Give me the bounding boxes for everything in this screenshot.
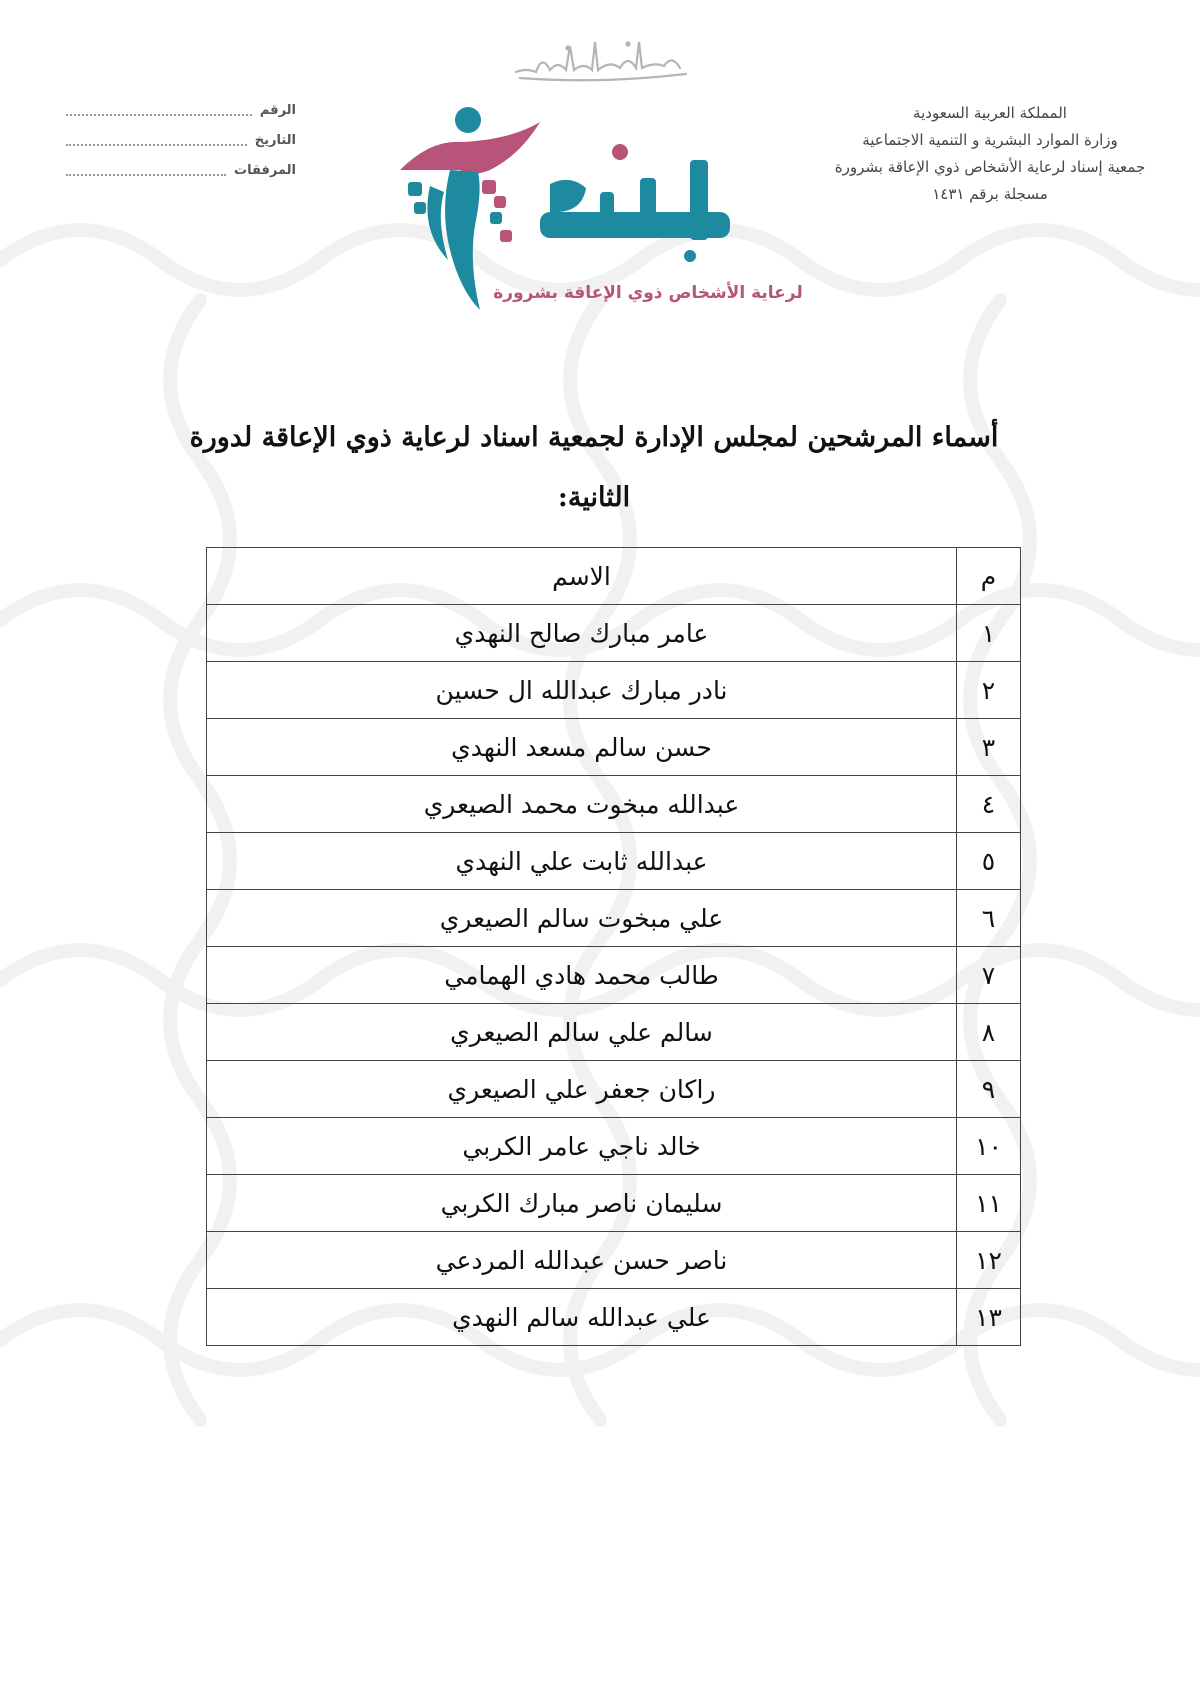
ministry-line: وزارة الموارد البشرية و التنمية الاجتماعية [862, 131, 1118, 149]
candidate-name: ناصر حسن عبدالله المردعي [207, 1232, 957, 1289]
row-number: ١٣ [957, 1289, 1021, 1346]
candidate-name: عبدالله ثابت علي النهدي [207, 833, 957, 890]
row-number: ٢ [957, 662, 1021, 719]
country-line: المملكة العربية السعودية [913, 104, 1067, 122]
meta-date-row [66, 125, 296, 155]
basmala-calligraphy [508, 34, 698, 84]
row-number: ١٠ [957, 1118, 1021, 1175]
row-number: ٦ [957, 890, 1021, 947]
row-number: ٥ [957, 833, 1021, 890]
document-title: أسماء المرشحين لمجلس الإدارة لجمعية اسناد لرعاية ذوي الإعاقة لدورة الثانية: [189, 422, 999, 513]
meta-attachments-label: المرفقات [234, 162, 296, 178]
meta-number-label: الرقم [259, 102, 296, 118]
candidate-name: خالد ناجي عامر الكربي [207, 1118, 957, 1175]
meta-date-label: التاريخ [254, 132, 296, 148]
association-line: جمعية إسناد لرعاية الأشخاص ذوي الإعاقة بشرورة [834, 158, 1146, 176]
meta-attachments-row [66, 155, 296, 185]
candidate-name: سالم علي سالم الصيعري [207, 1004, 957, 1061]
candidate-name: راكان جعفر علي الصيعري [207, 1061, 957, 1118]
registration-line: مسجلة برقم ١٤٣١ [932, 185, 1048, 203]
isnad-logo [390, 100, 820, 320]
candidate-name: علي مبخوت سالم الصيعري [207, 890, 957, 947]
row-number: ٩ [957, 1061, 1021, 1118]
organization-info [810, 100, 1170, 208]
table-row [207, 833, 1021, 890]
table-row [207, 1004, 1021, 1061]
document-meta [66, 95, 296, 185]
table-row [207, 662, 1021, 719]
row-number: ٤ [957, 776, 1021, 833]
table-row [207, 1118, 1021, 1175]
candidate-name: سليمان ناصر مبارك الكربي [207, 1175, 957, 1232]
table-row [207, 890, 1021, 947]
row-number: ٧ [957, 947, 1021, 1004]
table-row [207, 1061, 1021, 1118]
table-row [207, 1289, 1021, 1346]
table-header-row [207, 548, 1021, 605]
candidate-name: عامر مبارك صالح النهدي [207, 605, 957, 662]
row-number: ١ [957, 605, 1021, 662]
table-row [207, 1175, 1021, 1232]
candidates-table [206, 547, 1021, 1346]
candidate-name: نادر مبارك عبدالله ال حسين [207, 662, 957, 719]
candidate-name: علي عبدالله سالم النهدي [207, 1289, 957, 1346]
row-number: ١٢ [957, 1232, 1021, 1289]
table-row [207, 776, 1021, 833]
meta-number-line [66, 104, 252, 116]
meta-date-line [66, 134, 247, 146]
row-number: ٨ [957, 1004, 1021, 1061]
candidate-name: طالب محمد هادي الهمامي [207, 947, 957, 1004]
table-row [207, 947, 1021, 1004]
row-number: ٣ [957, 719, 1021, 776]
table-row [207, 719, 1021, 776]
candidate-name: حسن سالم مسعد النهدي [207, 719, 957, 776]
name-column-header: الاسم [207, 548, 957, 605]
row-number: ١١ [957, 1175, 1021, 1232]
table-row [207, 1232, 1021, 1289]
table-body [207, 605, 1021, 1346]
logo-tagline: لرعاية الأشخاص ذوي الإعاقة بشرورة [493, 283, 803, 303]
number-column-header: م [957, 548, 1021, 605]
meta-number-row [66, 95, 296, 125]
meta-attachments-line [66, 164, 226, 176]
candidate-name: عبدالله مبخوت محمد الصيعري [207, 776, 957, 833]
table-row [207, 605, 1021, 662]
